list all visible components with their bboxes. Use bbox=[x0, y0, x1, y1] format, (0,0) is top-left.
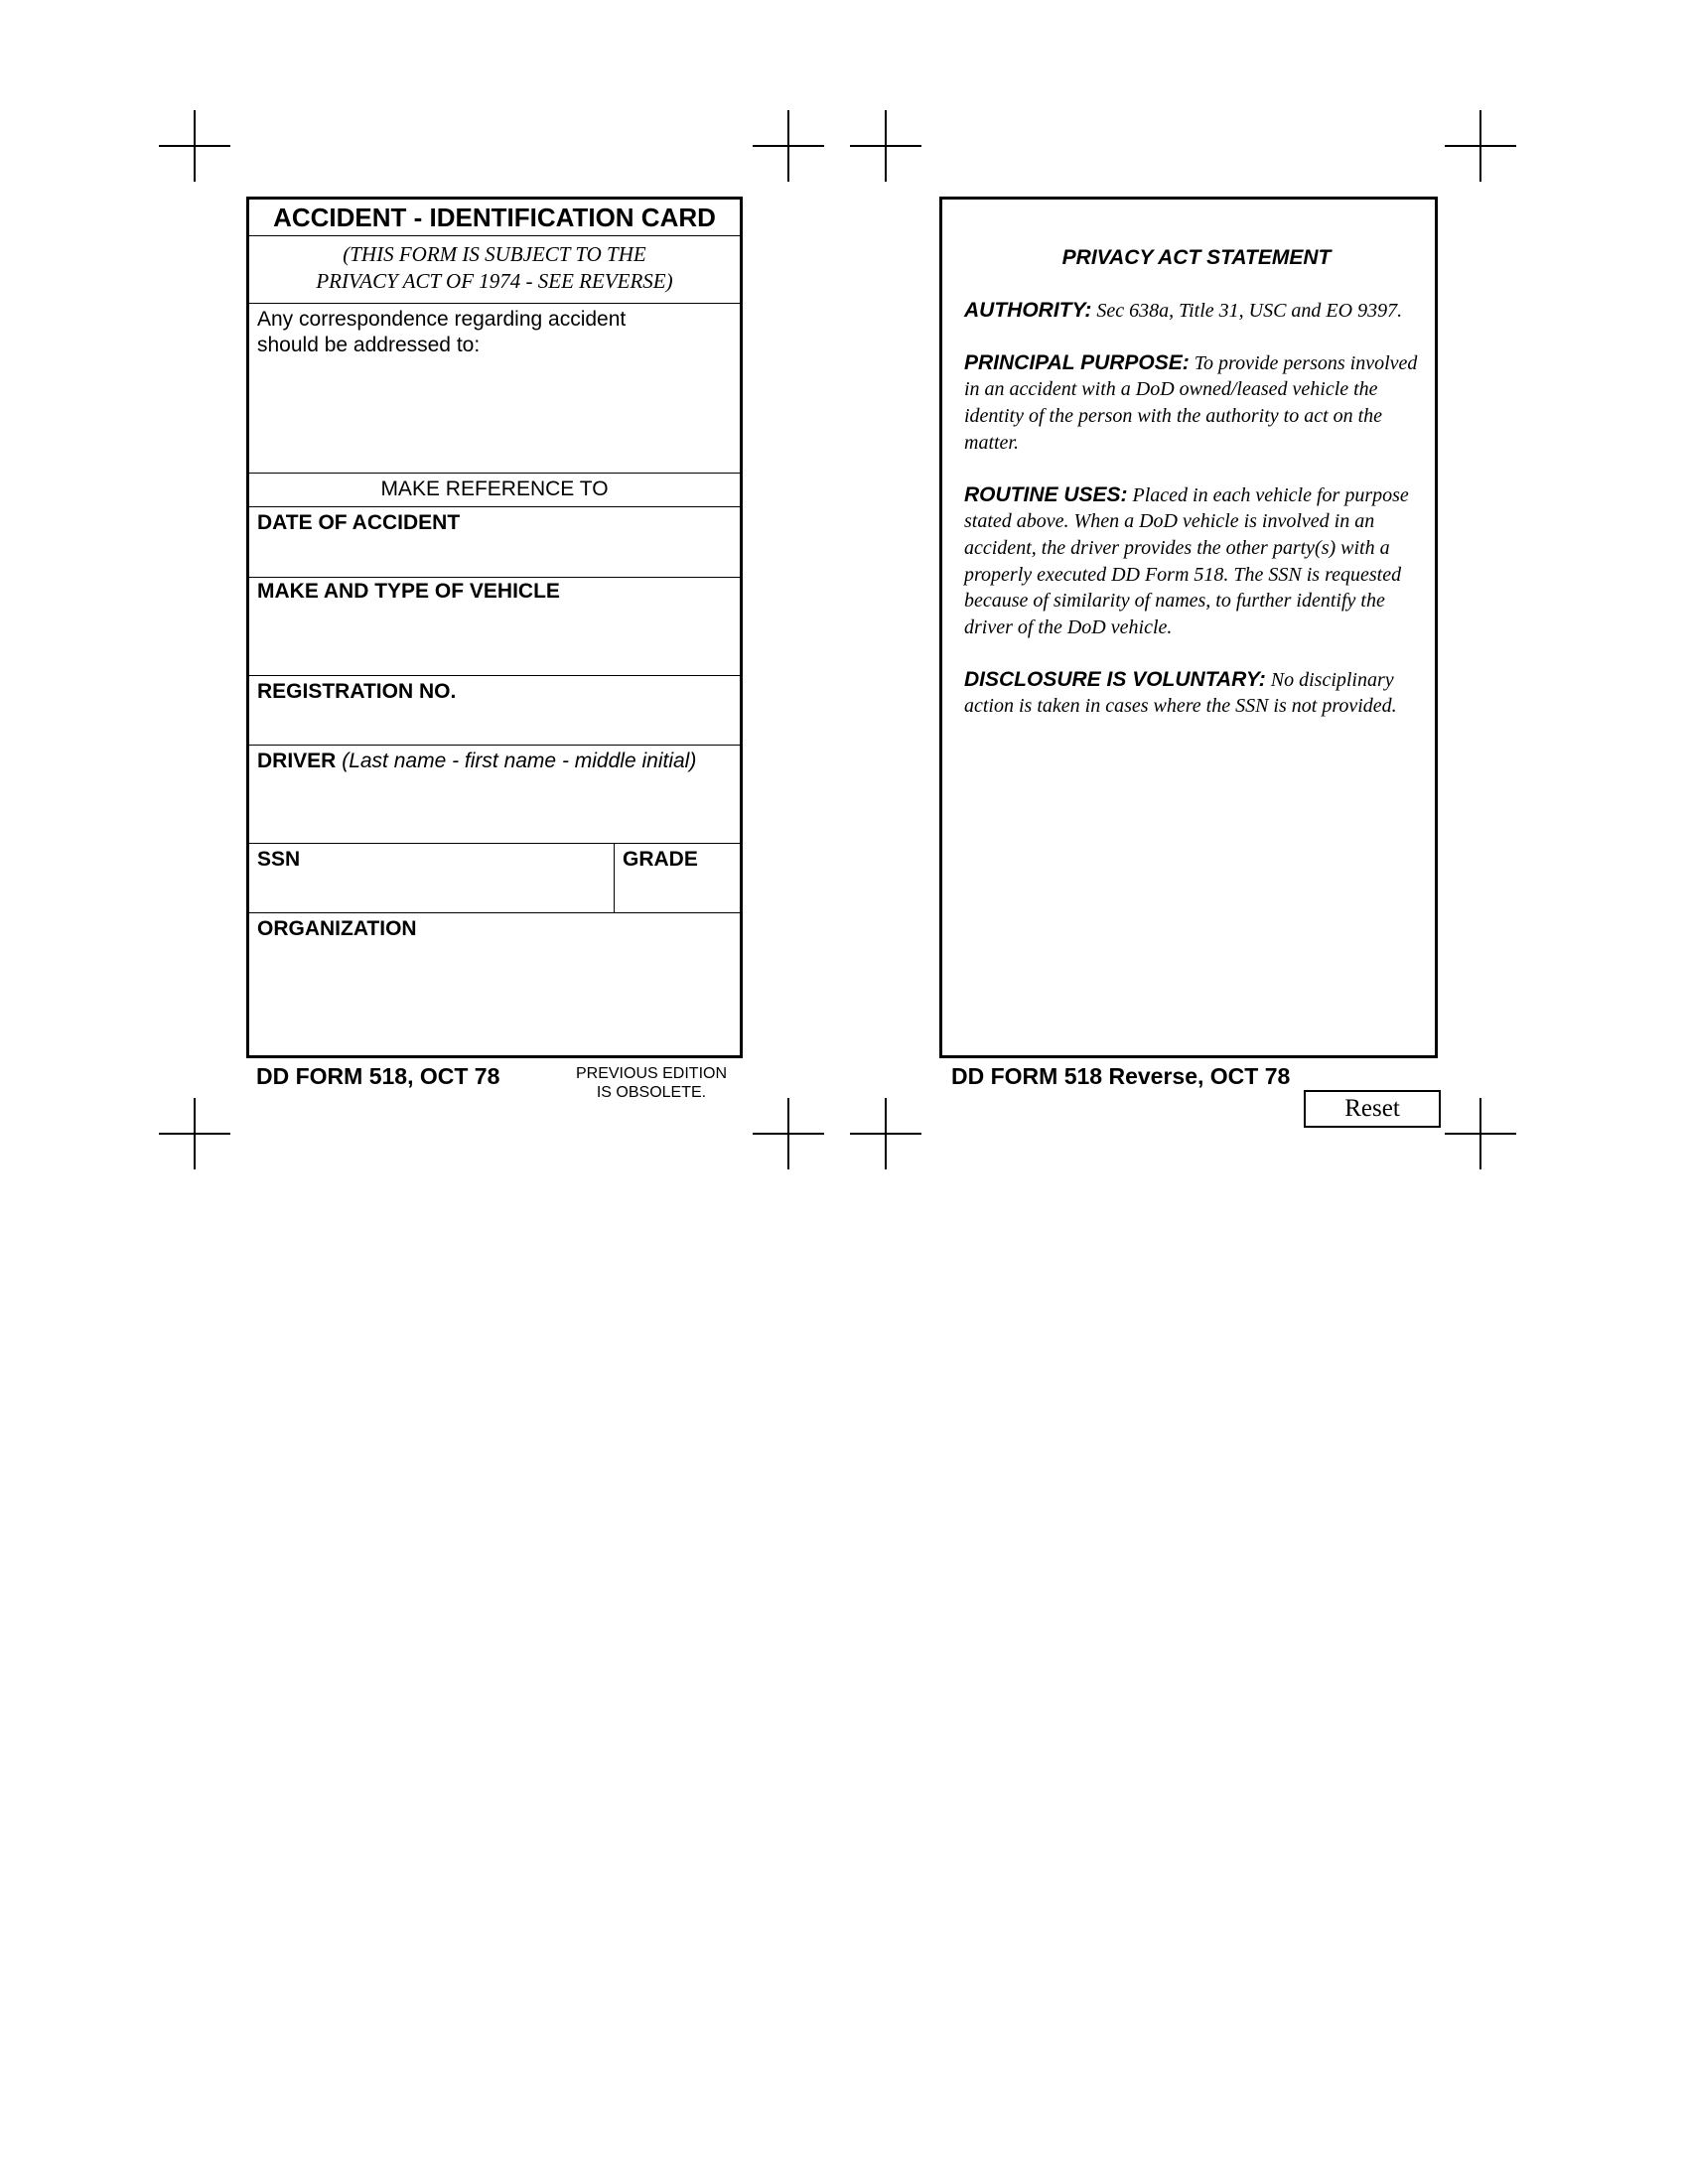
driver-hint: (Last name - first name - middle initial) bbox=[342, 750, 697, 772]
crop-mark-top-right-back bbox=[1445, 110, 1516, 182]
front-form-id: DD FORM 518, OCT 78 bbox=[256, 1063, 500, 1089]
card-title-row bbox=[249, 200, 740, 236]
registration-no-field[interactable] bbox=[249, 676, 740, 746]
principal-purpose-text: To provide persons involved in an accident with a DoD owned/leased vehicle the identity of the person with the authority to act on the matter. bbox=[964, 351, 1418, 454]
previous-edition-line2: IS OBSOLETE. bbox=[596, 1084, 707, 1101]
make-type-vehicle-label: MAKE AND TYPE OF VEHICLE bbox=[257, 580, 560, 603]
authority-label: AUTHORITY: bbox=[964, 299, 1092, 322]
card-title: ACCIDENT - IDENTIFICATION CARD bbox=[273, 203, 716, 232]
routine-uses-label: ROUTINE USES: bbox=[964, 482, 1128, 506]
ssn-field[interactable] bbox=[249, 844, 615, 912]
crop-mark-bottom-right-back bbox=[1445, 1098, 1516, 1169]
authority-paragraph bbox=[964, 298, 1429, 325]
make-reference-row bbox=[249, 474, 740, 507]
correspondence-label-line1: Any correspondence regarding accident bbox=[257, 308, 627, 331]
crop-mark-bottom-left-back bbox=[850, 1098, 921, 1169]
crop-mark-top-right-front bbox=[753, 110, 824, 182]
registration-no-label: REGISTRATION NO. bbox=[257, 680, 457, 703]
crop-mark-top-left-back bbox=[850, 110, 921, 182]
accident-identification-card bbox=[246, 197, 743, 1058]
privacy-act-card bbox=[939, 197, 1438, 1058]
reset-button[interactable]: Reset bbox=[1304, 1090, 1441, 1128]
principal-purpose-label: PRINCIPAL PURPOSE: bbox=[964, 350, 1190, 374]
correspondence-label-line2: should be addressed to: bbox=[257, 334, 481, 356]
organization-label: ORGANIZATION bbox=[257, 917, 417, 940]
ssn-grade-row bbox=[249, 844, 740, 913]
back-form-id: DD FORM 518 Reverse, OCT 78 bbox=[951, 1063, 1291, 1089]
correspondence-field[interactable] bbox=[249, 304, 740, 474]
crop-mark-bottom-left-front bbox=[159, 1098, 230, 1169]
ssn-label: SSN bbox=[257, 848, 301, 871]
privacy-subject-row bbox=[249, 236, 740, 304]
disclosure-text: No disciplinary action is taken in cases where the SSN is not provided. bbox=[964, 668, 1397, 718]
principal-purpose-paragraph bbox=[964, 350, 1429, 457]
routine-uses-text: Placed in each vehicle for purpose stated above. When a DoD vehicle is involved in an accident, the driver provides the other party(s) with a properly executed DD Form 518. The SSN is requested because of similarity of names, to further identify the driver of the DoD vehicle. bbox=[964, 483, 1409, 639]
grade-label: GRADE bbox=[623, 848, 698, 871]
authority-text: Sec 638a, Title 31, USC and EO 9397. bbox=[1096, 300, 1403, 322]
driver-label: DRIVER bbox=[257, 750, 337, 772]
crop-mark-top-left-front bbox=[159, 110, 230, 182]
privacy-act-title: PRIVACY ACT STATEMENT bbox=[1061, 246, 1332, 269]
make-reference-label: MAKE REFERENCE TO bbox=[380, 478, 609, 500]
date-of-accident-field[interactable] bbox=[249, 507, 740, 578]
previous-edition-line1: PREVIOUS EDITION bbox=[575, 1065, 728, 1082]
privacy-subject-line1: (THIS FORM IS SUBJECT TO THE bbox=[343, 242, 646, 266]
grade-field[interactable] bbox=[615, 844, 740, 912]
crop-mark-bottom-right-front bbox=[753, 1098, 824, 1169]
driver-field[interactable] bbox=[249, 746, 740, 844]
routine-uses-paragraph bbox=[964, 482, 1429, 641]
privacy-subject-line2: PRIVACY ACT OF 1974 - SEE REVERSE) bbox=[316, 269, 673, 293]
disclosure-label: DISCLOSURE IS VOLUNTARY: bbox=[964, 667, 1266, 691]
make-type-vehicle-field[interactable] bbox=[249, 578, 740, 676]
disclosure-paragraph bbox=[964, 667, 1429, 720]
organization-field[interactable] bbox=[249, 913, 740, 1055]
date-of-accident-label: DATE OF ACCIDENT bbox=[257, 511, 461, 534]
previous-edition-note bbox=[562, 1064, 741, 1102]
